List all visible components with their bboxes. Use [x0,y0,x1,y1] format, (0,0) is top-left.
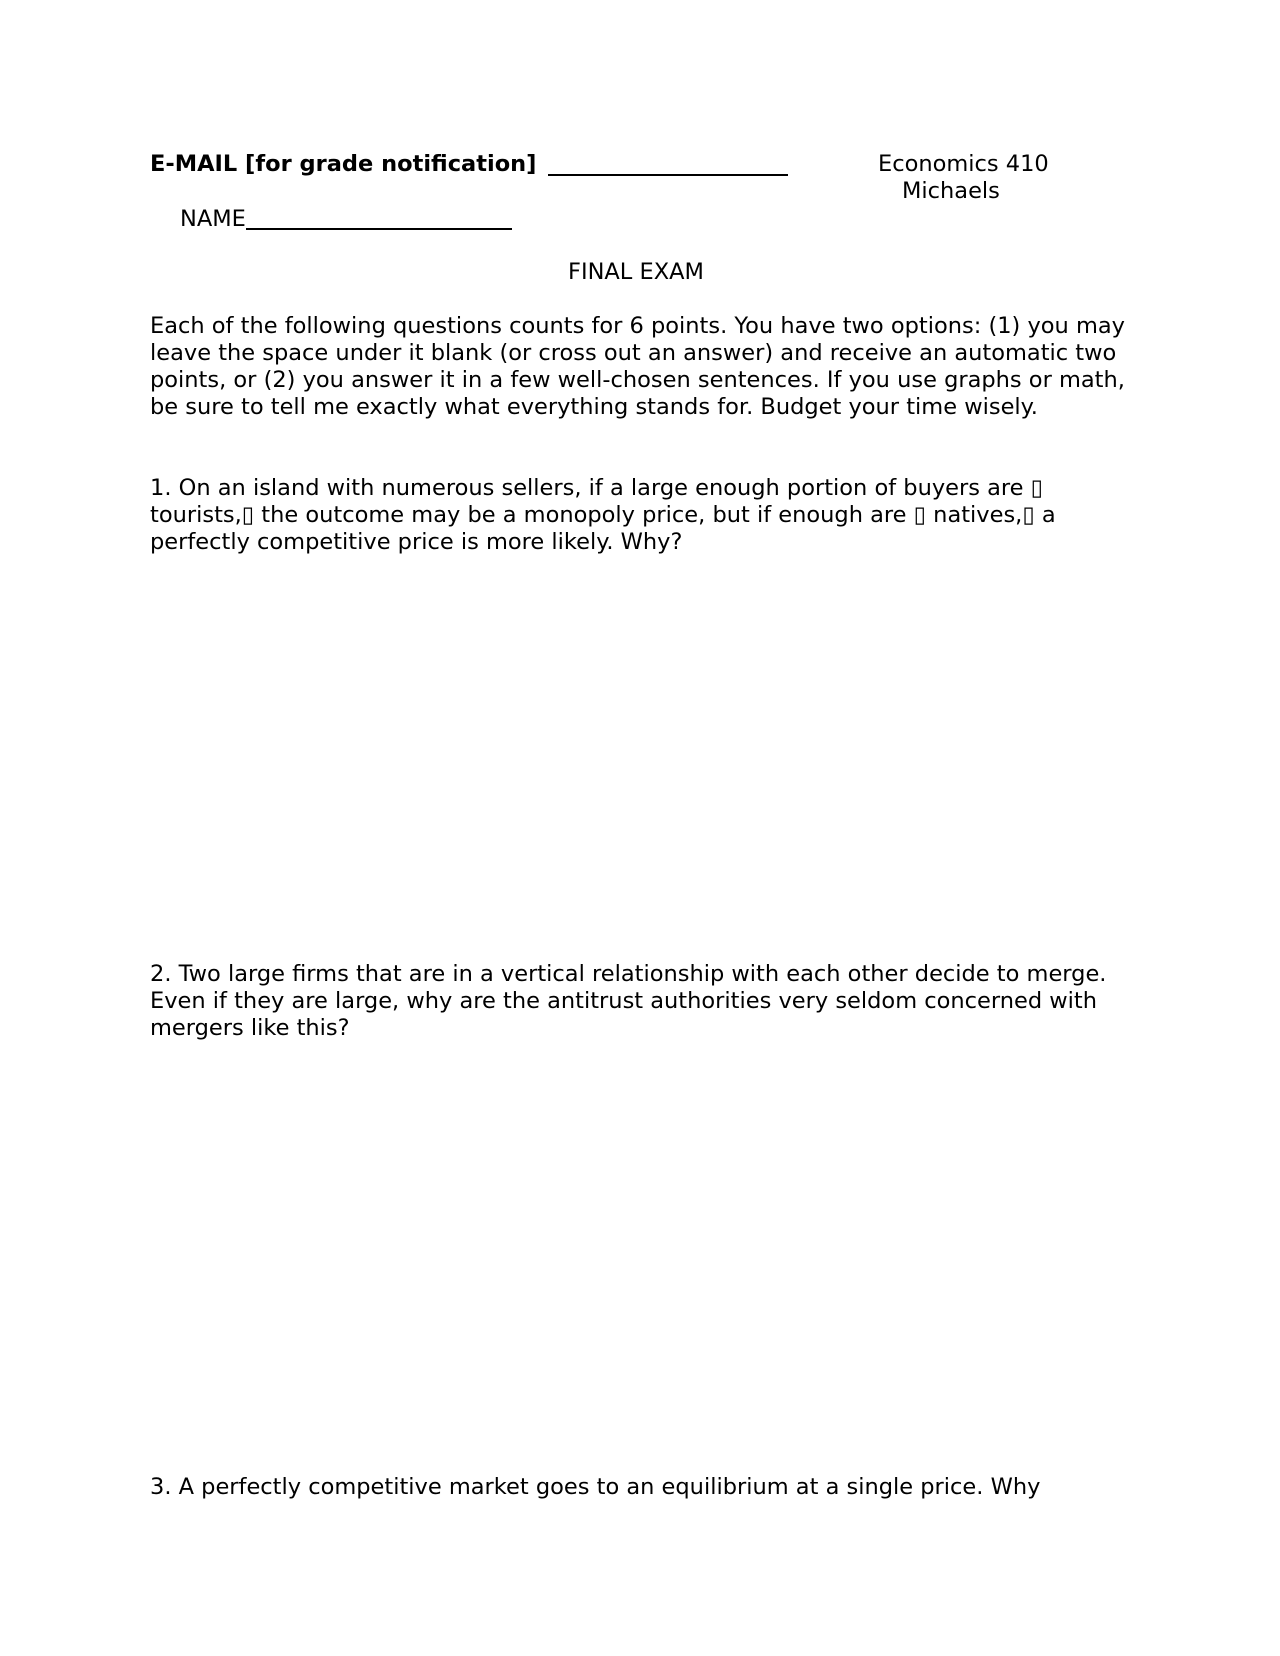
email-blank-line[interactable] [548,174,788,176]
email-label: E-MAIL [for grade notification] [150,151,537,177]
instructor-label: Michaels [902,178,1000,204]
question-2: 2. Two large firms that are in a vertical relationship with each other decide to merge. Even if they are large, why are the antitrust authorities very seldom concerned with mergers like this? [150,961,1107,1041]
name-label: NAME [180,206,246,232]
course-label: Economics 410 [878,151,1049,177]
question-1: 1. On an island with numerous sellers, if a large enough portion of buyers are ▯ tourists,▯ the outcome may be a monopoly price, but if enough are ▯ natives,▯ a perfectly competitive price is more likely. Why? [150,475,1056,555]
exam-title: FINAL EXAM [568,259,704,285]
question-3: 3. A perfectly competitive market goes to an equilibrium at a single price. Why [150,1474,1041,1500]
name-blank-line[interactable] [246,228,512,230]
instructions-paragraph: Each of the following questions counts for 6 points. You have two options: (1) you may leave the space under it blank (or cross out an answer) and receive an automatic two points, or (2) you answer it in a few well-chosen sentences. If you use graphs or math, be sure to tell me exactly what everything stands for. Budget your time wisely. [150,313,1125,420]
